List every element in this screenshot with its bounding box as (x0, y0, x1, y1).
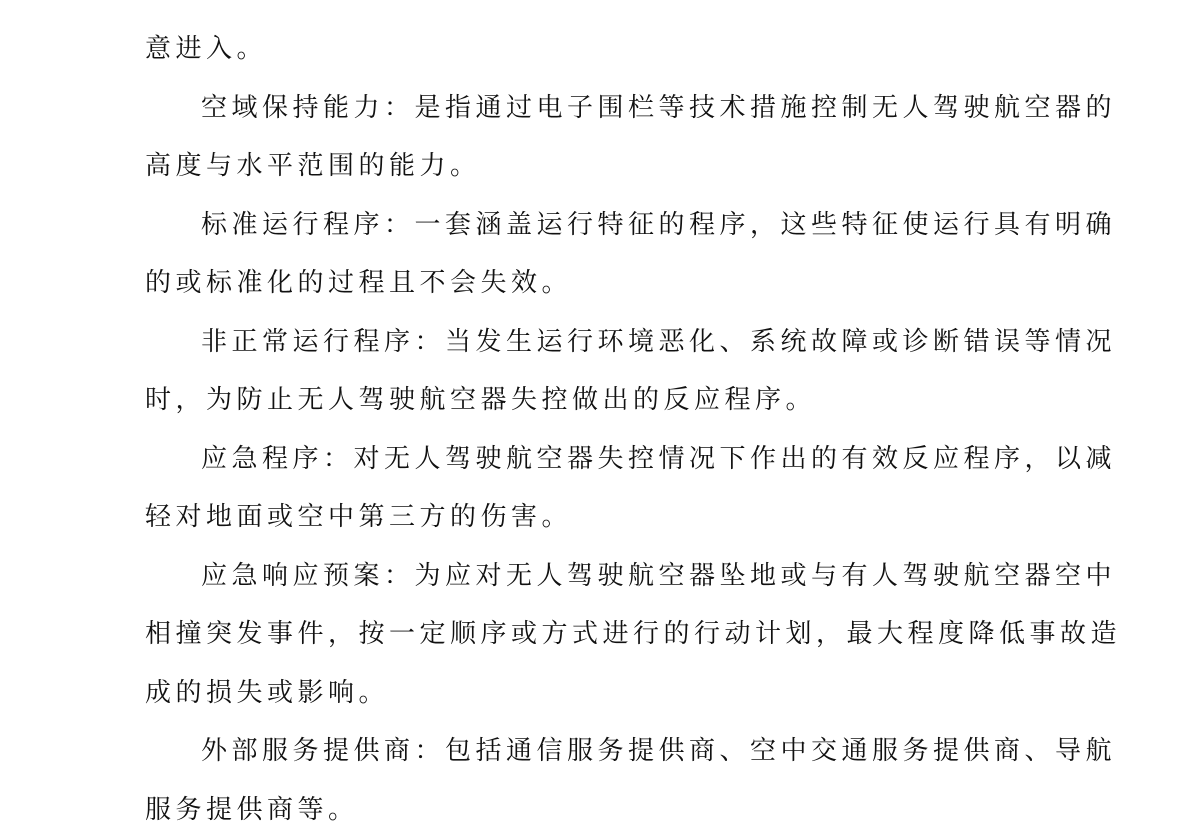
definition-airspace-keeping-line-2: 高度与水平范围的能力。 (145, 137, 1057, 196)
text-line-continuation: 意进入。 (145, 20, 1057, 79)
definition-standard-procedure-line-1: 标准运行程序：一套涵盖运行特征的程序，这些特征使运行具有明确 (145, 196, 1057, 255)
definition-standard-procedure-line-2: 的或标准化的过程且不会失效。 (145, 254, 1057, 313)
definition-emergency-response-plan-line-1: 应急响应预案：为应对无人驾驶航空器坠地或与有人驾驶航空器空中 (145, 547, 1057, 606)
definition-abnormal-procedure-line-2: 时，为防止无人驾驶航空器失控做出的反应程序。 (145, 371, 1057, 430)
definition-external-service-provider-line-1: 外部服务提供商：包括通信服务提供商、空中交通服务提供商、导航 (145, 722, 1057, 781)
definition-emergency-procedure-line-2: 轻对地面或空中第三方的伤害。 (145, 488, 1057, 547)
document-body (145, 20, 1057, 839)
definition-emergency-response-plan-line-3: 成的损失或影响。 (145, 664, 1057, 723)
definition-emergency-procedure-line-1: 应急程序：对无人驾驶航空器失控情况下作出的有效反应程序，以减 (145, 430, 1057, 489)
definition-emergency-response-plan-line-2: 相撞突发事件，按一定顺序或方式进行的行动计划，最大程度降低事故造 (145, 605, 1057, 664)
definition-airspace-keeping-line-1: 空域保持能力：是指通过电子围栏等技术措施控制无人驾驶航空器的 (145, 79, 1057, 138)
definition-external-service-provider-line-2: 服务提供商等。 (145, 781, 1057, 839)
definition-abnormal-procedure-line-1: 非正常运行程序：当发生运行环境恶化、系统故障或诊断错误等情况 (145, 313, 1057, 372)
